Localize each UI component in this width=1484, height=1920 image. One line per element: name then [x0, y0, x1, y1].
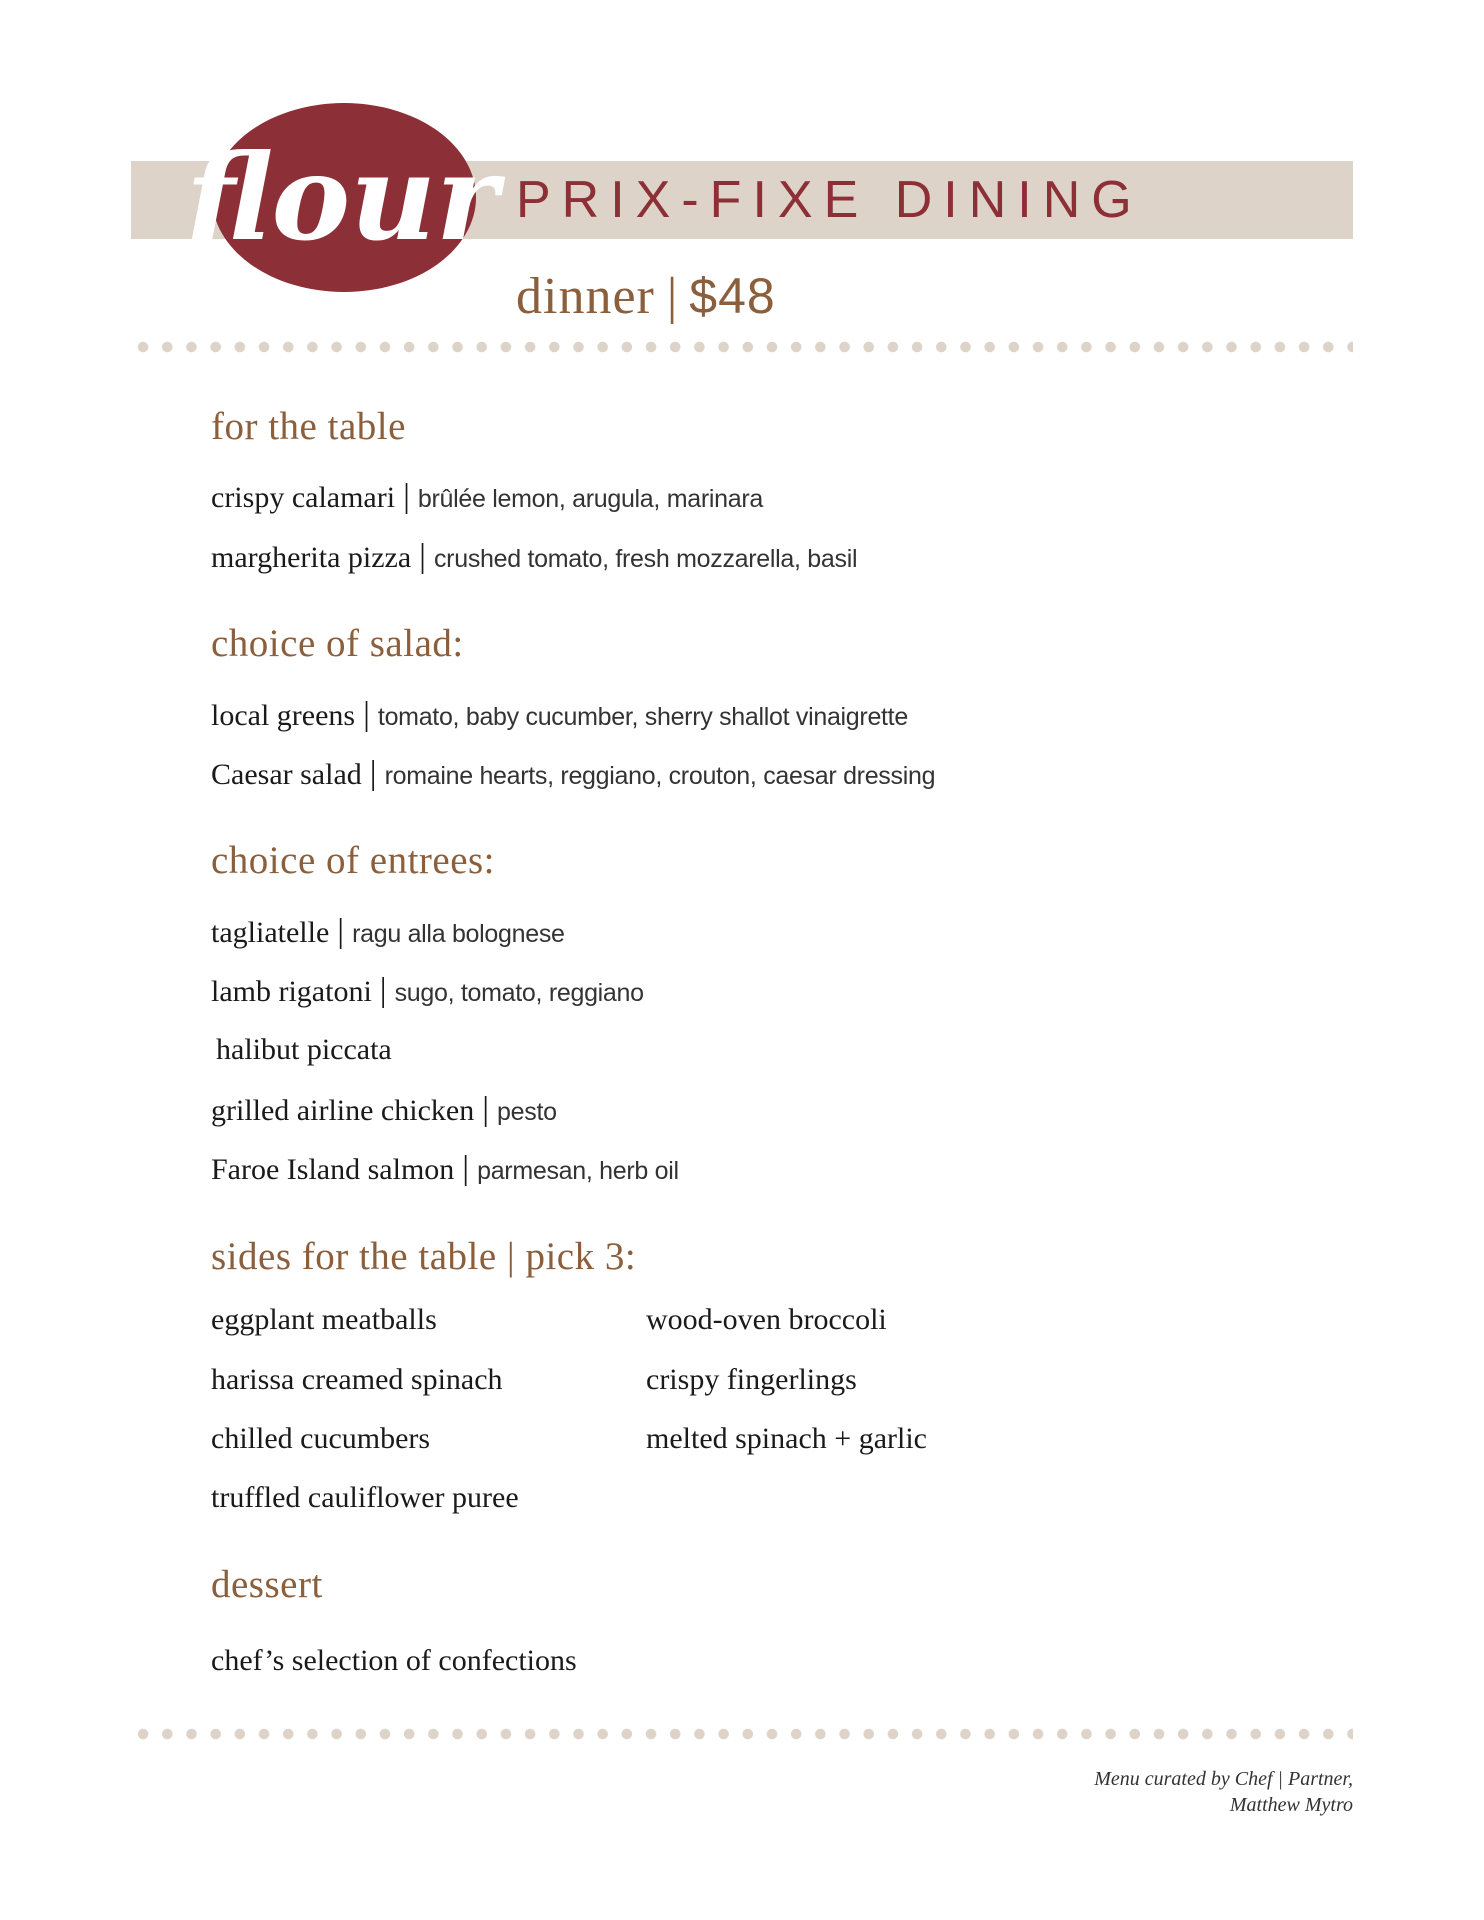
item-separator: | — [462, 1150, 470, 1187]
menu-item — [211, 537, 857, 583]
item-separator: | — [369, 755, 377, 792]
menu-item — [211, 754, 935, 800]
section-heading: sides for the table | pick 3: — [211, 1235, 637, 1278]
side-item: chilled cucumbers — [211, 1422, 431, 1455]
menu-item — [216, 1030, 392, 1075]
item-name: lamb rigatoni — [211, 975, 372, 1008]
side-item: harissa creamed spinach — [211, 1363, 503, 1396]
item-separator: | — [379, 972, 387, 1009]
credit-line: Matthew Mytro — [1229, 1794, 1353, 1816]
item-description: tomato, baby cucumber, sherry shallot vinaigrette — [377, 703, 908, 731]
page-title: PRIX-FIXE DINING — [516, 171, 1143, 229]
section-heading: for the table — [211, 405, 406, 448]
separator: | — [666, 268, 678, 325]
section-heading: choice of salad: — [211, 622, 464, 665]
item-description: brûlée lemon, arugula, marinara — [417, 485, 763, 513]
menu-item — [211, 695, 908, 741]
credit-line: Menu curated by Chef | Partner, — [1094, 1768, 1353, 1790]
side-item: melted spinach + garlic — [646, 1422, 927, 1455]
item-separator: | — [419, 538, 426, 575]
item-name: margherita pizza — [211, 541, 412, 574]
item-description: ragu alla bolognese — [352, 920, 565, 948]
item-separator: | — [482, 1091, 490, 1128]
item-name: chef’s selection of confections — [211, 1644, 577, 1677]
item-description: sugo, tomato, reggiano — [394, 979, 644, 1007]
item-name: crispy calamari — [211, 481, 396, 514]
item-name: Caesar salad — [211, 758, 362, 791]
menu-item — [211, 1090, 557, 1136]
price-label: $48 — [689, 268, 776, 324]
side-item: crispy fingerlings — [646, 1363, 857, 1396]
section-entrees — [211, 838, 495, 884]
section-heading: choice of entrees: — [211, 839, 496, 882]
menu-item — [211, 971, 644, 1017]
meal-label: dinner — [516, 268, 655, 325]
item-separator: | — [403, 478, 410, 515]
item-separator: | — [363, 696, 370, 733]
item-description: crushed tomato, fresh mozzarella, basil — [433, 545, 858, 573]
menu-item — [211, 912, 565, 958]
menu-item — [211, 477, 763, 523]
dotted-divider-bottom — [131, 1728, 1353, 1740]
chef-credit — [1094, 1766, 1353, 1818]
meal-price-line — [516, 264, 776, 341]
item-name: grilled airline chicken — [211, 1094, 475, 1127]
item-description: pesto — [497, 1098, 557, 1126]
item-name: Faroe Island salmon — [211, 1153, 455, 1186]
side-item: eggplant meatballs — [211, 1303, 437, 1336]
side-item: truffled cauliflower puree — [211, 1481, 519, 1514]
section-dessert — [211, 1562, 323, 1608]
side-item: wood-oven broccoli — [646, 1303, 887, 1336]
menu-item — [211, 1641, 577, 1686]
item-separator: | — [337, 913, 345, 950]
section-for-the-table — [211, 404, 406, 450]
section-heading: dessert — [211, 1563, 323, 1606]
menu-item — [211, 1149, 679, 1195]
section-salad — [211, 621, 464, 667]
section-sides — [211, 1234, 636, 1280]
item-name: halibut piccata — [216, 1033, 392, 1066]
item-name: tagliatelle — [211, 916, 330, 949]
logo-wordmark: flour — [185, 128, 499, 267]
dotted-divider-top — [131, 341, 1353, 353]
item-name: local greens — [211, 699, 356, 732]
flour-logo — [185, 101, 499, 294]
item-description: romaine hearts, reggiano, crouton, caesar dressing — [384, 762, 936, 790]
item-description: parmesan, herb oil — [477, 1157, 679, 1185]
